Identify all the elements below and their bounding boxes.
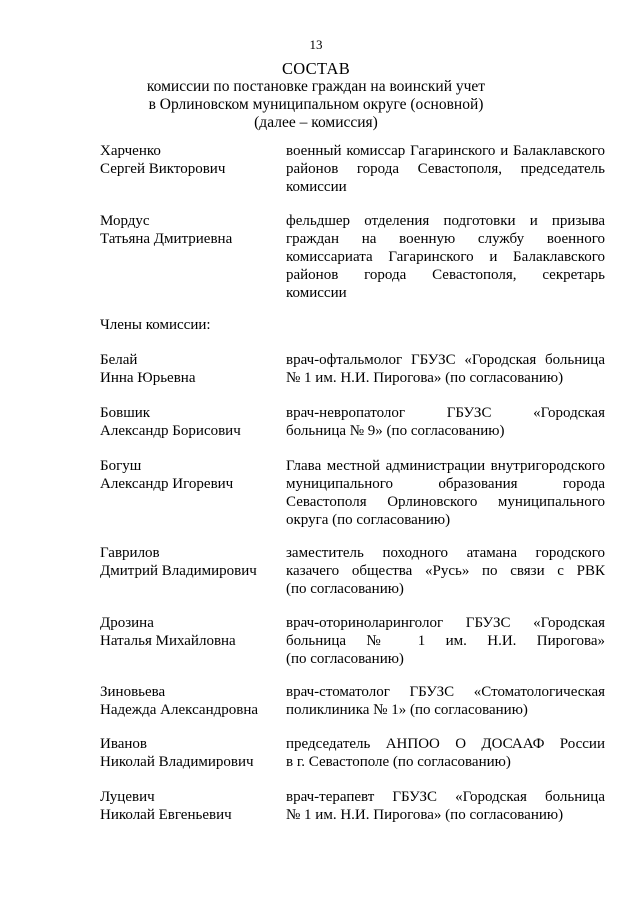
surname: Харченко bbox=[100, 143, 161, 159]
title-line-1: комиссии по постановке граждан на воинский учет bbox=[146, 78, 486, 95]
surname: Зиновьева bbox=[100, 684, 166, 700]
surname: Иванов bbox=[100, 736, 147, 752]
person-role bbox=[286, 404, 605, 440]
role-line: Глава местной администрации внутригородского bbox=[286, 458, 605, 474]
person-role bbox=[286, 212, 605, 302]
person-name bbox=[100, 683, 280, 719]
given-names: Инна Юрьевна bbox=[100, 370, 196, 386]
person-role bbox=[286, 683, 605, 719]
role-line: комиссии bbox=[286, 179, 347, 195]
given-names: Александр Борисович bbox=[100, 423, 241, 439]
person-name bbox=[100, 404, 280, 440]
role-line: округа (по согласованию) bbox=[286, 512, 451, 528]
document-title bbox=[0, 60, 632, 132]
role-line: фельдшер отделения подготовки и призыва bbox=[286, 213, 605, 229]
role-line: поликлиника № 1» (по согласованию) bbox=[286, 702, 528, 718]
surname: Луцевич bbox=[100, 789, 155, 805]
person-name bbox=[100, 142, 280, 178]
role-line: врач-стоматолог ГБУЗС «Стоматологическая bbox=[286, 684, 605, 700]
role-line: комиссариата Гагаринского и Балаклавского bbox=[286, 249, 605, 265]
given-names: Николай Владимирович bbox=[100, 754, 254, 770]
given-names: Сергей Викторович bbox=[100, 161, 226, 177]
person-name bbox=[100, 544, 280, 580]
person-name bbox=[100, 457, 280, 493]
person-role bbox=[286, 142, 605, 196]
surname: Гаврилов bbox=[100, 545, 160, 561]
person-name bbox=[100, 212, 280, 248]
role-line: заместитель походного атамана городского bbox=[286, 545, 605, 561]
role-line: № 1 им. Н.И. Пирогова» (по согласованию) bbox=[286, 370, 564, 386]
role-line: председатель АНПОО О ДОСААФ России bbox=[286, 736, 605, 752]
role-line: врач-терапевт ГБУЗС «Городская больница bbox=[286, 789, 605, 805]
role-line: граждан на военную службу военного bbox=[286, 231, 605, 247]
person-role bbox=[286, 544, 605, 598]
title-line-2: в Орлиновском муниципальном округе (основной) bbox=[148, 96, 484, 113]
members-heading: Члены комиссии: bbox=[100, 317, 211, 333]
surname: Дрозина bbox=[100, 615, 154, 631]
person-role bbox=[286, 735, 605, 771]
person-role bbox=[286, 788, 605, 824]
surname: Белай bbox=[100, 352, 138, 368]
surname: Мордус bbox=[100, 213, 150, 229]
given-names: Александр Игоревич bbox=[100, 476, 234, 492]
role-line: № 1 им. Н.И. Пирогова» (по согласованию) bbox=[286, 807, 564, 823]
role-line: Севастополя Орлиновского муниципального bbox=[286, 494, 605, 510]
title-line-3: (далее – комиссия) bbox=[254, 114, 378, 131]
role-line: муниципального образования города bbox=[286, 476, 605, 492]
page-number: 13 bbox=[309, 37, 323, 52]
person-name bbox=[100, 735, 280, 771]
role-line: врач-невропатолог ГБУЗС «Городская bbox=[286, 405, 605, 421]
person-name bbox=[100, 788, 280, 824]
person-role bbox=[286, 351, 605, 387]
given-names: Николай Евгеньевич bbox=[100, 807, 232, 823]
role-line: военный комиссар Гагаринского и Балаклавского bbox=[286, 143, 605, 159]
role-line: больница № 9» (по согласованию) bbox=[286, 423, 505, 439]
role-line: врач-оториноларинголог ГБУЗС «Городская bbox=[286, 615, 605, 631]
person-name bbox=[100, 351, 280, 387]
person-role bbox=[286, 457, 605, 529]
title-main: СОСТАВ bbox=[281, 59, 351, 78]
given-names: Дмитрий Владимирович bbox=[100, 563, 257, 579]
role-line: районов города Севастополя, председатель bbox=[286, 161, 605, 177]
role-line: в г. Севастополе (по согласованию) bbox=[286, 754, 511, 770]
surname: Богуш bbox=[100, 458, 142, 474]
role-line: (по согласованию) bbox=[286, 581, 404, 597]
given-names: Наталья Михайловна bbox=[100, 633, 236, 649]
person-name bbox=[100, 614, 280, 650]
person-role bbox=[286, 614, 605, 668]
given-names: Татьяна Дмитриевна bbox=[100, 231, 233, 247]
role-line: районов города Севастополя, секретарь bbox=[286, 267, 605, 283]
role-line: (по согласованию) bbox=[286, 651, 404, 667]
role-line: врач-офтальмолог ГБУЗС «Городская больница bbox=[286, 352, 605, 368]
given-names: Надежда Александровна bbox=[100, 702, 258, 718]
surname: Бовшик bbox=[100, 405, 151, 421]
role-line: казачего общества «Русь» по связи с РВК bbox=[286, 563, 605, 579]
role-line: комиссии bbox=[286, 285, 347, 301]
role-line: больница № 1 им. Н.И. Пирогова» bbox=[286, 633, 605, 649]
